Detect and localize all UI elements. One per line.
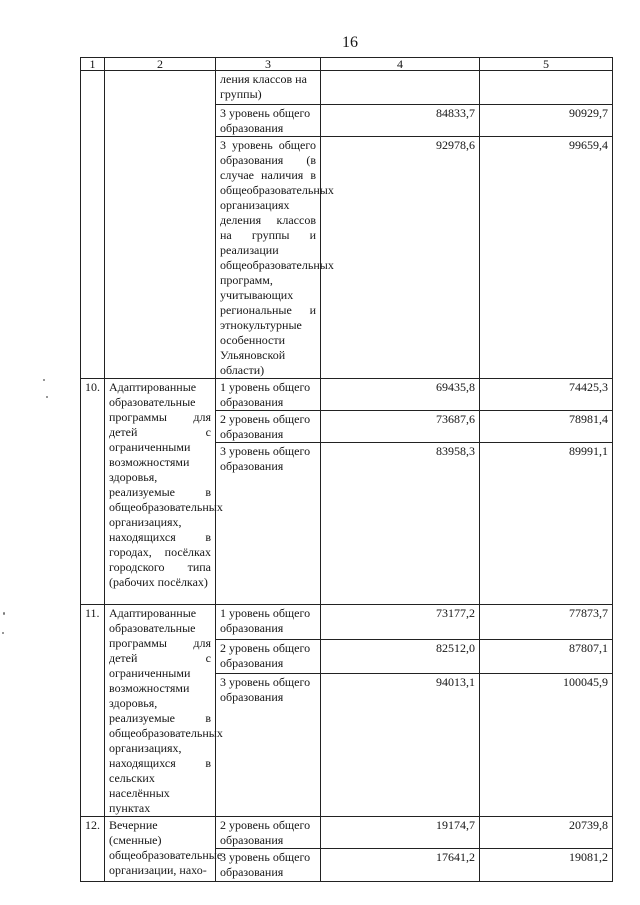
cell-level: 1 уровень общего образования xyxy=(216,379,321,411)
cell-value-col4 xyxy=(321,71,480,105)
cell-value-col5: 99659,4 xyxy=(480,137,613,379)
cell-value-col5: 20739,8 xyxy=(480,817,613,849)
cell-level: 2 уровень общего образования xyxy=(216,411,321,443)
cell-level: 1 уровень общего образования xyxy=(216,605,321,640)
cell-level: 3 уровень общего образования xyxy=(216,849,321,882)
cell-level: 2 уровень общего образования xyxy=(216,639,321,674)
cell-value-col4: 73177,2 xyxy=(321,605,480,640)
column-header: 5 xyxy=(480,58,613,71)
scan-speck xyxy=(46,396,48,398)
cell-value-col5: 77873,7 xyxy=(480,605,613,640)
table-row xyxy=(81,817,613,849)
cell-value-col5: 90929,7 xyxy=(480,105,613,137)
cell-level: ления классов на группы) xyxy=(216,71,321,105)
column-header: 1 xyxy=(81,58,105,71)
cell-program-name: Адаптированные образовательные программы для детей с ограниченными возможностями здоровья, реализуемые в общеобразовательных организациях, находящихся в городах, посёлках городского типа (рабочих посёлках) xyxy=(105,379,216,605)
cell-program-name: Адаптированные образовательные программы для детей с ограниченными возможностями здоровья, реализуемые в общеобразовательных организациях, находящихся в сельских населённых пунктах xyxy=(105,605,216,817)
cell-number: 10. xyxy=(81,379,105,605)
cell-level: 2 уровень общего образования xyxy=(216,817,321,849)
cell-value-col5: 19081,2 xyxy=(480,849,613,882)
cell-level: 3 уровень общего образования xyxy=(216,443,321,605)
table-header-row xyxy=(81,58,613,71)
cell-value-col4: 17641,2 xyxy=(321,849,480,882)
cell-value-col4: 83958,3 xyxy=(321,443,480,605)
scan-speck xyxy=(43,379,45,381)
scan-speck xyxy=(3,612,5,615)
cell-value-col4: 94013,1 xyxy=(321,674,480,817)
cell-value-col5: 87807,1 xyxy=(480,639,613,674)
cell-value-col4: 69435,8 xyxy=(321,379,480,411)
column-header: 2 xyxy=(105,58,216,71)
column-header: 4 xyxy=(321,58,480,71)
cell-value-col4: 84833,7 xyxy=(321,105,480,137)
tariff-table xyxy=(80,57,613,882)
cell-value-col5 xyxy=(480,71,613,105)
cell-value-col4: 92978,6 xyxy=(321,137,480,379)
cell-level: 3 уровень общего образования xyxy=(216,674,321,817)
page-number: 16 xyxy=(342,34,358,51)
cell-value-col4: 19174,7 xyxy=(321,817,480,849)
cell-value-col4: 73687,6 xyxy=(321,411,480,443)
cell-value-col5: 78981,4 xyxy=(480,411,613,443)
cell-number: 11. xyxy=(81,605,105,817)
cell-number xyxy=(81,71,105,379)
table-row xyxy=(81,379,613,411)
cell-value-col5: 100045,9 xyxy=(480,674,613,817)
cell-level: 3 уровень общего образования xyxy=(216,105,321,137)
cell-program-name: Вечерние (сменные) общеобразовательные организации, нахо- xyxy=(105,817,216,882)
table-row xyxy=(81,71,613,105)
column-header: 3 xyxy=(216,58,321,71)
cell-value-col5: 89991,1 xyxy=(480,443,613,605)
cell-value-col4: 82512,0 xyxy=(321,639,480,674)
cell-value-col5: 74425,3 xyxy=(480,379,613,411)
scan-speck xyxy=(2,632,4,634)
table-row xyxy=(81,605,613,640)
cell-number: 12. xyxy=(81,817,105,882)
cell-level: 3 уровень общего образования (в случае наличия в общеобразовательных организациях деления классов на группы и реализации общеобразовательных программ, учитывающих региональные и этнокультурные особенности Ульяновской области) xyxy=(216,137,321,379)
cell-program-name xyxy=(105,71,216,379)
